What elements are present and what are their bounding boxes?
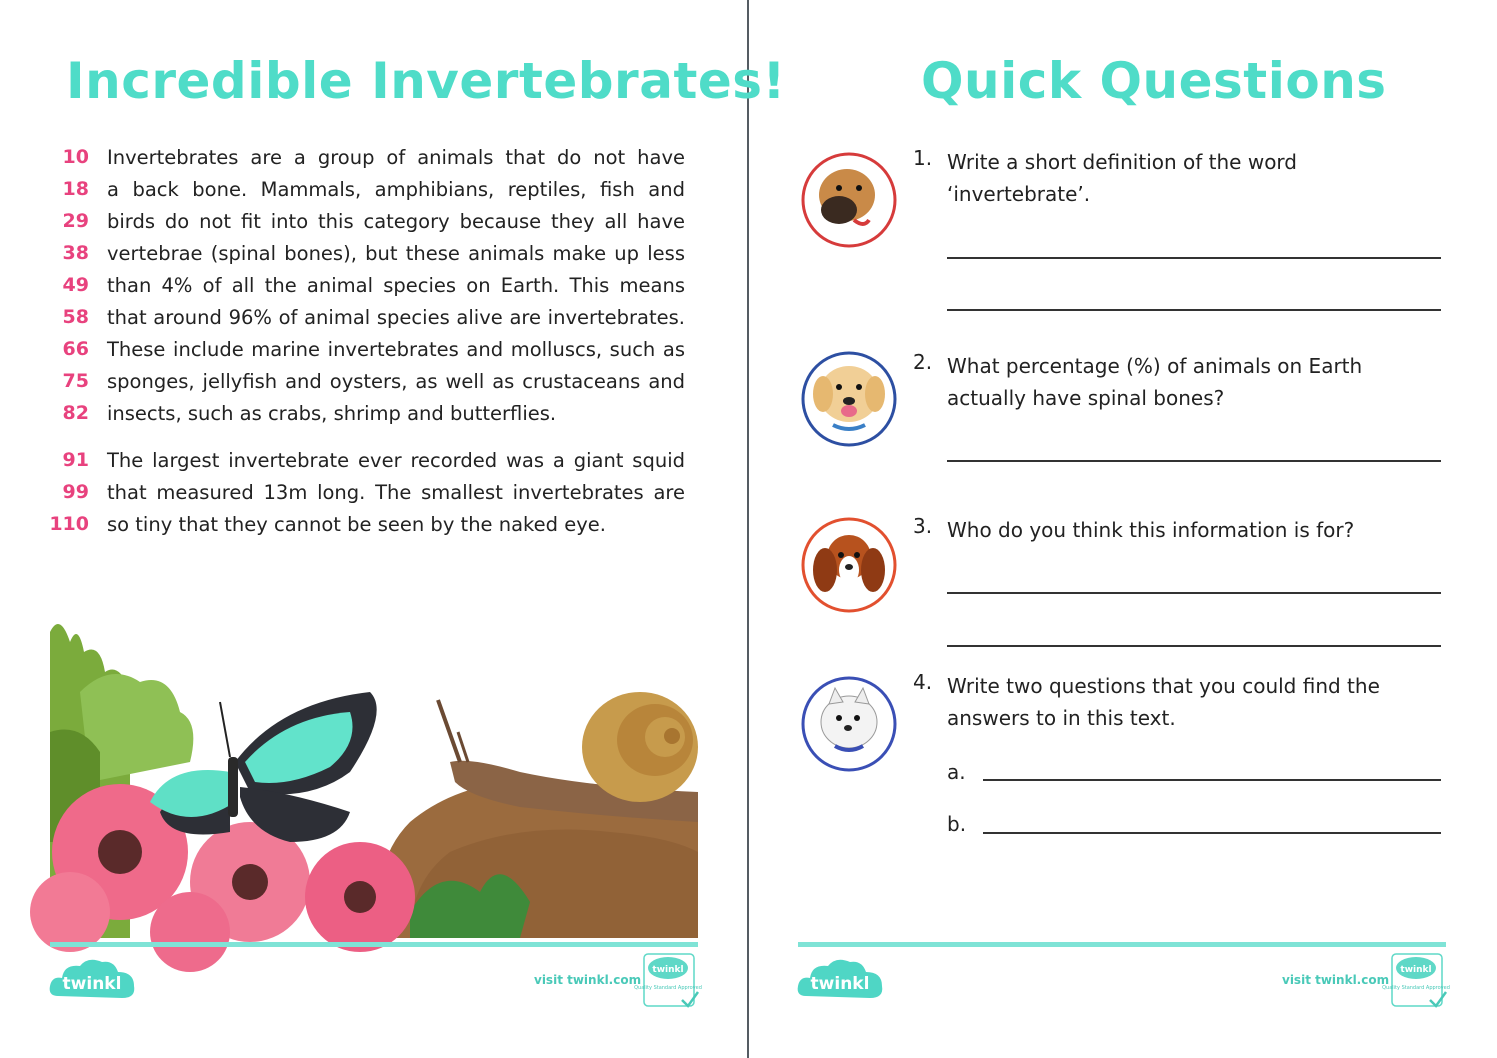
answer-line[interactable] — [947, 309, 1441, 311]
line-text: a back bone. Mammals, amphibians, reptiles, fish and — [107, 178, 685, 201]
passage-line — [0, 449, 700, 481]
visit-link[interactable]: visit twinkl.com — [534, 973, 642, 987]
answer-line[interactable] — [947, 592, 1441, 594]
twinkl-logo-icon — [48, 956, 138, 1008]
line-text: than 4% of all the animal species on Earth. This means — [107, 274, 685, 297]
svg-text:Quality Standard Approved: Quality Standard Approved — [1382, 985, 1450, 991]
answer-line-b[interactable] — [983, 832, 1441, 834]
line-number: 66 — [62, 338, 89, 360]
passage-line — [0, 306, 700, 338]
passage-line — [0, 481, 700, 513]
passage-line — [0, 210, 700, 242]
dog-golden-retriever-icon — [799, 349, 899, 449]
question-text: Who do you think this information is for? — [947, 518, 1355, 542]
answer-line-a[interactable] — [983, 779, 1441, 781]
svg-text:twinkl: twinkl — [1400, 965, 1432, 975]
line-number: 18 — [62, 178, 89, 200]
twinkl-logo-icon — [796, 956, 886, 1008]
line-number: 99 — [62, 481, 89, 503]
line-text: birds do not fit into this category because they all have — [107, 210, 685, 233]
right-page-title: Quick Questions — [921, 52, 1387, 110]
passage-line — [0, 274, 700, 306]
dog-airedale-icon — [799, 150, 899, 250]
svg-text:twinkl: twinkl — [62, 974, 122, 994]
sub-question-a-label: a. — [947, 760, 966, 784]
line-number: 58 — [62, 306, 89, 328]
line-text: that around 96% of animal species alive are invertebrates. — [107, 306, 685, 329]
invertebrates-illustration — [50, 612, 698, 938]
svg-text:twinkl: twinkl — [810, 974, 870, 994]
line-text: Invertebrates are a group of animals that do not have — [107, 146, 685, 169]
passage-line — [0, 146, 700, 178]
line-text: vertebrae (spinal bones), but these animals make up less — [107, 242, 685, 265]
butterfly-icon — [150, 692, 377, 842]
line-text: These include marine invertebrates and molluscs, such as — [107, 338, 685, 361]
line-number: 75 — [62, 370, 89, 392]
answer-line[interactable] — [947, 645, 1441, 647]
quality-badge-icon — [1382, 952, 1450, 1008]
passage-line — [0, 513, 700, 545]
sub-question-b-label: b. — [947, 812, 967, 836]
line-number: 29 — [62, 210, 89, 232]
svg-text:Quality Standard Approved: Quality Standard Approved — [634, 985, 702, 991]
passage-line — [0, 402, 700, 434]
question-text: What percentage (%) of animals on Earth actually have spinal bones? — [947, 354, 1363, 410]
line-number: 38 — [62, 242, 89, 264]
question-number: 3. — [913, 514, 933, 538]
snail-icon — [582, 692, 698, 802]
line-text: The largest invertebrate ever recorded was a giant squid — [107, 449, 685, 472]
line-text: sponges, jellyfish and oysters, as well as crustaceans and — [107, 370, 685, 393]
question-text: Write two questions that you could find the answers to in this text. — [947, 674, 1380, 730]
line-number: 49 — [62, 274, 89, 296]
passage-line — [0, 178, 700, 210]
quality-badge-icon — [634, 952, 702, 1008]
passage-line — [0, 370, 700, 402]
question-text: Write a short definition of the word ‘invertebrate’. — [947, 150, 1297, 206]
question-number: 1. — [913, 146, 933, 170]
visit-link[interactable]: visit twinkl.com — [1282, 973, 1390, 987]
line-number: 82 — [62, 402, 89, 424]
dog-spaniel-icon — [799, 515, 899, 615]
question-number: 2. — [913, 350, 933, 374]
question-number: 4. — [913, 670, 933, 694]
right-footer-rule — [798, 942, 1446, 947]
line-number: 10 — [62, 146, 89, 168]
line-text: that measured 13m long. The smallest invertebrates are — [107, 481, 685, 504]
line-number: 110 — [49, 513, 89, 535]
left-footer-rule — [50, 942, 698, 947]
answer-line[interactable] — [947, 257, 1441, 259]
dog-spitz-icon — [799, 674, 899, 774]
left-page-title: Incredible Invertebrates! — [66, 52, 786, 110]
answer-line[interactable] — [947, 460, 1441, 462]
svg-text:twinkl: twinkl — [652, 965, 684, 975]
line-number: 91 — [62, 449, 89, 471]
passage-line — [0, 242, 700, 274]
page-divider — [747, 0, 749, 1058]
passage-line — [0, 338, 700, 370]
line-text: insects, such as crabs, shrimp and butterflies. — [107, 402, 557, 425]
line-text: so tiny that they cannot be seen by the naked eye. — [107, 513, 606, 536]
